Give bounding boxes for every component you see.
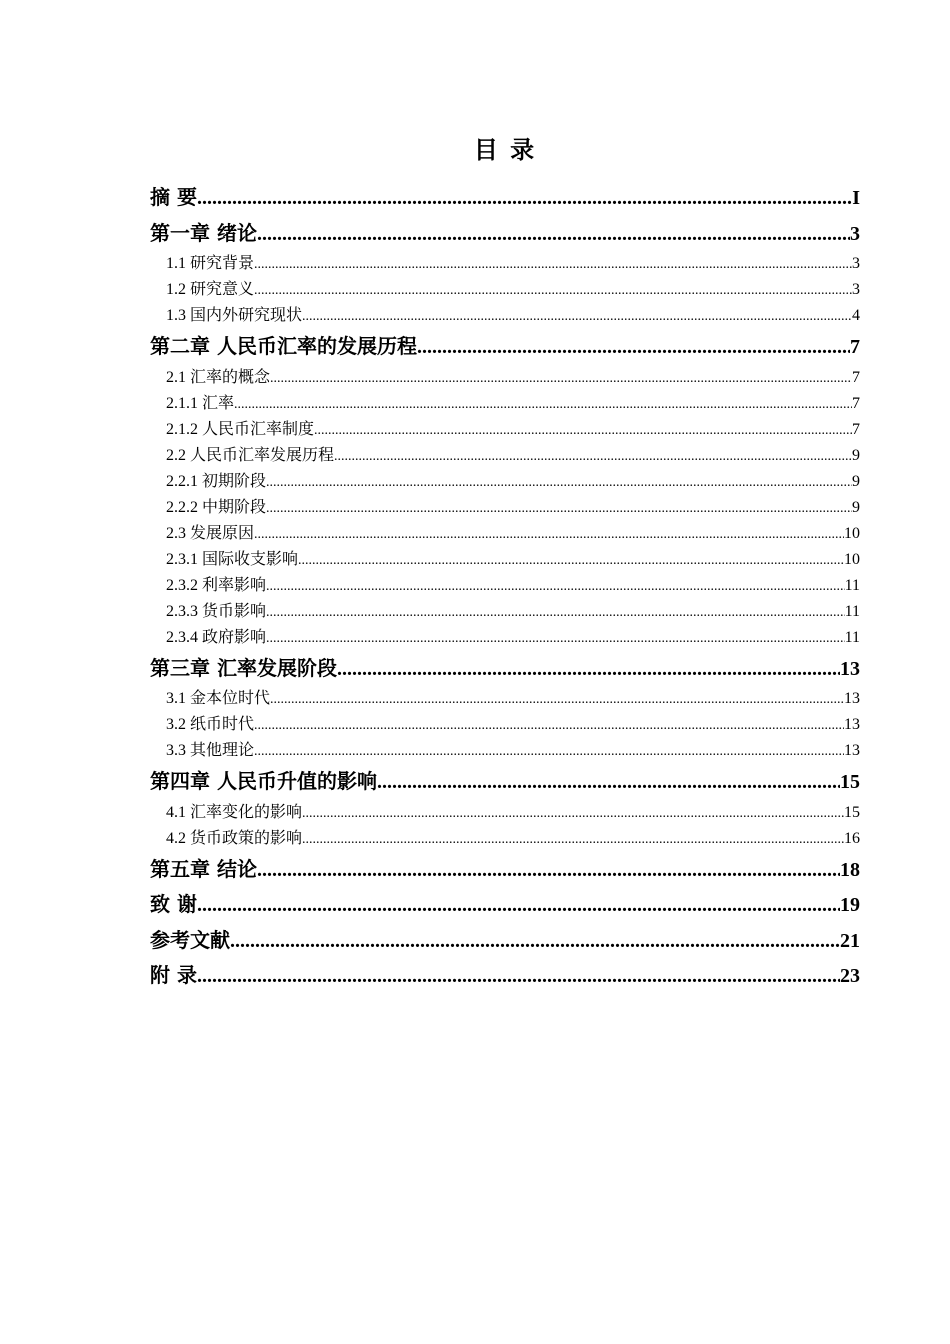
toc-entry-label: 第二章 人民币汇率的发展历程: [150, 334, 417, 358]
toc-entry-label: 2.3.4 政府影响: [166, 628, 267, 646]
toc-entry-label: 2.2.1 初期阶段: [166, 472, 267, 490]
toc-page-number: 13: [844, 716, 860, 733]
toc-dot-leader: [197, 181, 852, 217]
toc-dot-leader: [266, 599, 845, 626]
toc-entry-label: 第一章 绪论: [150, 220, 257, 245]
toc-dot-leader: [266, 495, 852, 522]
toc-page-number: 13: [844, 690, 860, 707]
toc-entry-label: 4.1 汇率变化的影响: [166, 803, 303, 821]
toc-page-number: 7: [852, 420, 860, 438]
toc-page-number: I: [852, 187, 860, 209]
toc-section-entry[interactable]: [150, 443, 860, 469]
toc-entry-label: 3.1 金本位时代: [166, 690, 271, 707]
toc-section-entry[interactable]: [150, 826, 860, 852]
page-title: 目 录: [473, 136, 537, 164]
toc-dot-leader: [302, 826, 844, 853]
toc-section-entry[interactable]: [150, 251, 860, 277]
toc-page-number: 9: [852, 472, 860, 490]
toc-page-number: 11: [844, 576, 860, 594]
toc-page-number: 7: [852, 368, 860, 386]
toc-section-entry[interactable]: [150, 625, 860, 651]
toc-dot-leader: [314, 417, 852, 444]
toc-chapter-entry[interactable]: [150, 923, 860, 959]
toc-section-entry[interactable]: [150, 469, 860, 495]
toc-section-entry[interactable]: [150, 303, 860, 329]
toc-dot-leader: [302, 303, 852, 330]
toc-page-number: 3: [852, 281, 860, 298]
toc-entry-label: 3.3 其他理论: [166, 742, 255, 759]
toc-page-number: 9: [852, 498, 860, 516]
toc-section-entry[interactable]: [150, 391, 860, 417]
toc-section-entry[interactable]: [150, 800, 860, 826]
toc-entry-label: 1.1 研究背景: [166, 255, 255, 272]
toc-chapter-entry[interactable]: [150, 887, 860, 923]
toc-entry-label: 1.3 国内外研究现状: [166, 307, 303, 324]
toc-dot-leader: [234, 391, 852, 418]
toc-entry-label: 2.2.2 中期阶段: [166, 498, 267, 516]
toc-section-entry[interactable]: [150, 547, 860, 573]
toc-dot-leader: [298, 547, 844, 574]
toc-page-number: 3: [852, 255, 860, 272]
toc-entry-label: 参考文献: [150, 927, 230, 952]
toc-page-number: 11: [844, 602, 860, 620]
toc-chapter-entry[interactable]: [150, 651, 860, 687]
toc-page-number: 11: [844, 628, 860, 646]
toc-dot-leader: [254, 277, 852, 304]
toc-dot-leader: [254, 712, 844, 739]
toc-dot-leader: [270, 686, 844, 713]
toc-page-number: 13: [840, 657, 860, 680]
table-of-contents: [150, 180, 860, 994]
toc-section-entry[interactable]: [150, 521, 860, 547]
toc-dot-leader: [257, 853, 840, 889]
toc-dot-leader: [270, 365, 852, 392]
toc-page-number: 10: [844, 524, 860, 542]
toc-dot-leader: [266, 573, 845, 600]
toc-chapter-entry[interactable]: [150, 216, 860, 252]
toc-page-number: 7: [852, 394, 860, 412]
toc-entry-label: 2.3 发展原因: [166, 524, 255, 542]
toc-page-number: 21: [840, 929, 860, 952]
toc-entry-label: 1.2 研究意义: [166, 281, 255, 298]
toc-section-entry[interactable]: [150, 573, 860, 599]
toc-dot-leader: [266, 625, 845, 652]
toc-entry-label: 2.1.1 汇率: [166, 394, 235, 412]
toc-entry-label: 第三章 汇率发展阶段: [150, 655, 337, 680]
toc-chapter-entry[interactable]: [150, 180, 860, 216]
toc-page-number: 15: [844, 803, 860, 821]
toc-section-entry[interactable]: [150, 277, 860, 303]
toc-dot-leader: [197, 888, 840, 924]
toc-chapter-entry[interactable]: [150, 852, 860, 888]
toc-dot-leader: [254, 521, 844, 548]
toc-page-number: 18: [840, 858, 860, 881]
toc-entry-label: 2.2 人民币汇率发展历程: [166, 446, 335, 464]
toc-dot-leader: [337, 652, 840, 688]
toc-entry-label: 2.3.1 国际收支影响: [166, 550, 299, 568]
toc-entry-label: 4.2 货币政策的影响: [166, 829, 303, 847]
toc-dot-leader: [254, 738, 844, 765]
toc-entry-label: 第五章 结论: [150, 856, 257, 881]
toc-chapter-entry[interactable]: [150, 764, 860, 800]
toc-entry-label: 第四章 人民币升值的影响: [150, 769, 377, 793]
toc-entry-label: 致 谢: [150, 892, 197, 916]
toc-dot-leader: [417, 330, 850, 366]
toc-entry-label: 2.3.3 货币影响: [166, 602, 267, 620]
toc-section-entry[interactable]: [150, 599, 860, 625]
toc-entry-label: 附 录: [150, 963, 197, 987]
toc-page-number: 15: [840, 771, 860, 793]
toc-entry-label: 摘 要: [150, 185, 197, 209]
toc-dot-leader: [257, 217, 850, 253]
toc-entry-label: 2.1 汇率的概念: [166, 368, 271, 386]
toc-page-number: 23: [840, 965, 860, 987]
toc-section-entry[interactable]: [150, 686, 860, 712]
toc-chapter-entry[interactable]: [150, 329, 860, 365]
toc-page-number: 13: [844, 742, 860, 759]
toc-entry-label: 2.1.2 人民币汇率制度: [166, 420, 315, 438]
toc-page-number: 7: [850, 336, 860, 358]
toc-page-number: 10: [844, 550, 860, 568]
toc-section-entry[interactable]: [150, 495, 860, 521]
toc-dot-leader: [377, 765, 840, 801]
toc-page-number: 16: [844, 829, 860, 847]
toc-dot-leader: [266, 469, 852, 496]
toc-section-entry[interactable]: [150, 365, 860, 391]
toc-page-number: 3: [850, 222, 860, 245]
toc-dot-leader: [230, 924, 840, 960]
toc-page-number: 9: [852, 446, 860, 464]
toc-section-entry[interactable]: [150, 417, 860, 443]
toc-dot-leader: [302, 800, 844, 827]
toc-chapter-entry[interactable]: [150, 958, 860, 994]
toc-entry-label: 2.3.2 利率影响: [166, 576, 267, 594]
toc-dot-leader: [197, 959, 840, 995]
toc-page-number: 19: [840, 894, 860, 916]
toc-section-entry[interactable]: [150, 738, 860, 764]
toc-dot-leader: [334, 443, 852, 470]
toc-dot-leader: [254, 251, 852, 278]
toc-section-entry[interactable]: [150, 712, 860, 738]
toc-page-number: 4: [852, 307, 860, 324]
toc-entry-label: 3.2 纸币时代: [166, 716, 255, 733]
